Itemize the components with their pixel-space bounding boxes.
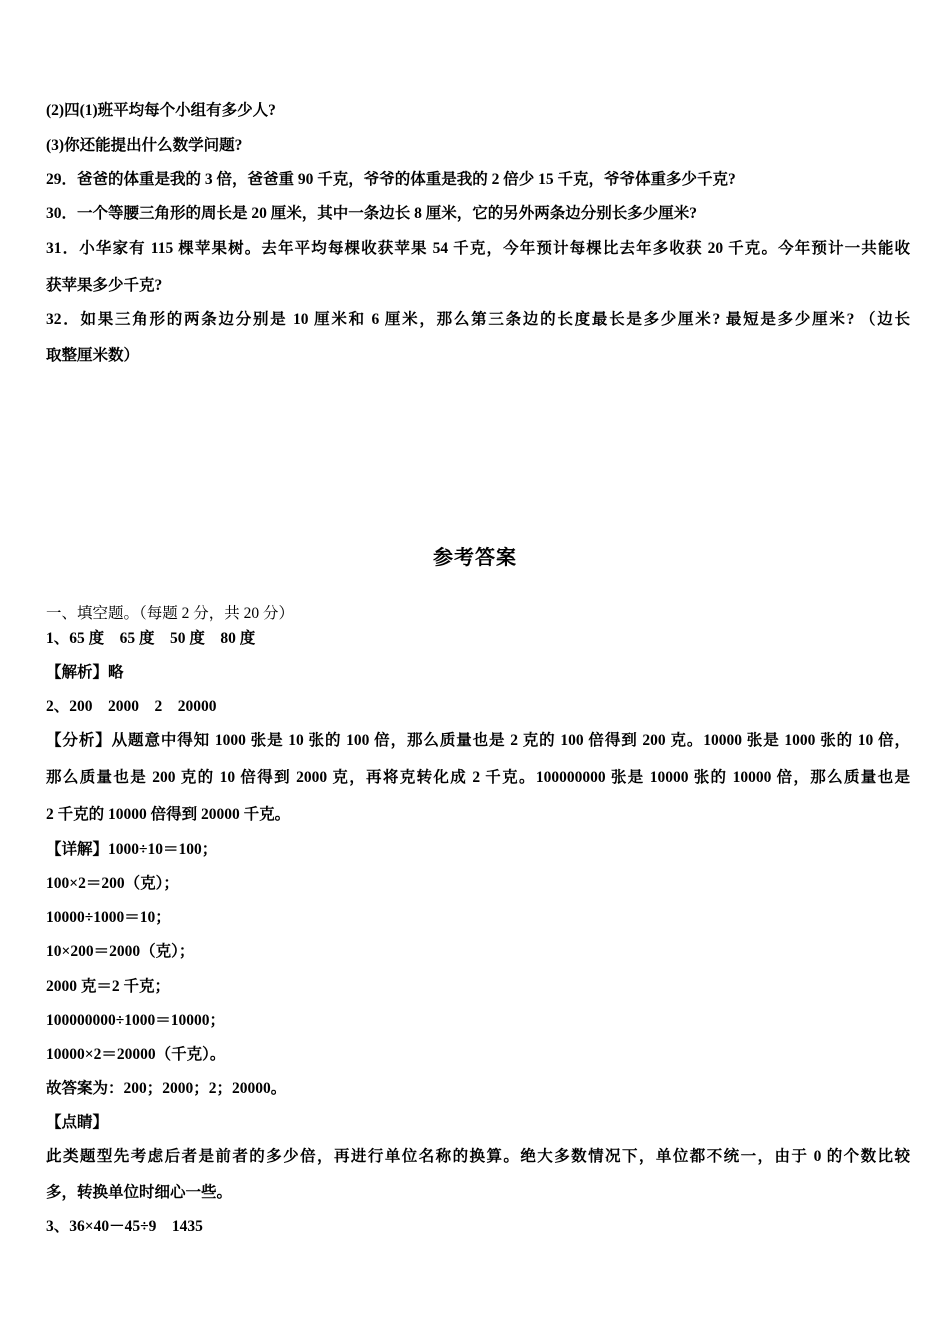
question-32-line-1: 32．如果三角形的两条边分别是 10 厘米和 6 厘米，那么第三条边的长度最长是多少厘米? 最短是多少厘米? （边长 [46, 311, 910, 328]
answer-2-tip-label: 【点睛】 [46, 1114, 109, 1131]
question-31-line-2: 获苹果多少千克? [46, 277, 163, 294]
answer-2-detail-5: 2000 克＝2 千克； [46, 978, 171, 995]
answer-2-detail-2: 100×2＝200（克）； [46, 875, 179, 892]
answer-2-analysis-line-2: 那么质量也是 200 克的 10 倍得到 2000 克，再将克转化成 2 千克。100000000 张是 10000 张的 10000 倍，那么质量也是 [46, 769, 910, 786]
answer-2-detail-3: 10000÷1000＝10； [46, 909, 171, 926]
question-32-line-2: 取整厘米数） [46, 347, 140, 364]
answer-2-conclusion: 故答案为：200；2000；2；20000。 [46, 1080, 287, 1097]
answer-2-analysis-line-1: 【分析】从题意中得知 1000 张是 10 张的 100 倍，那么质量也是 2 克的 100 倍得到 200 克。10000 张是 1000 张的 10 倍， [46, 732, 910, 749]
question-31-line-1: 31．小华家有 115 棵苹果树。去年平均每棵收获苹果 54 千克，今年预计每棵比去年多收获 20 千克。今年预计一共能收 [46, 240, 910, 257]
answer-2-detail-7: 10000×2＝20000（千克）。 [46, 1046, 226, 1063]
question-30: 30．一个等腰三角形的周长是 20 厘米，其中一条边长 8 厘米，它的另外两条边分别长多少厘米? [46, 205, 698, 222]
answer-2-detail-1: 【详解】1000÷10＝100； [46, 841, 218, 858]
answer-1: 1、65 度 65 度 50 度 80 度 [46, 630, 256, 647]
answer-1-analysis: 【解析】略 [46, 664, 124, 681]
answer-3: 3、36×40－45÷9 1435 [46, 1218, 203, 1235]
section-1-heading: 一、填空题。（每题 2 分，共 20 分） [46, 605, 295, 622]
question-part-2: (2)四(1)班平均每个小组有多少人? [46, 102, 276, 119]
answer-2-tip-line-1: 此类题型先考虑后者是前者的多少倍，再进行单位名称的换算。绝大多数情况下，单位都不统一，由于 0 的个数比较 [46, 1148, 910, 1165]
answer-2-detail-6: 100000000÷1000＝10000； [46, 1012, 226, 1029]
answer-2: 2、200 2000 2 20000 [46, 698, 217, 715]
answer-2-analysis-line-3: 2 千克的 10000 倍得到 20000 千克。 [46, 806, 291, 823]
answer-2-detail-4: 10×200＝2000（克）； [46, 943, 195, 960]
answers-title: 参考答案 [433, 545, 517, 569]
question-29: 29．爸爸的体重是我的 3 倍，爸爸重 90 千克，爷爷的体重是我的 2 倍少 15 千克，爷爷体重多少千克? [46, 171, 736, 188]
answer-2-tip-line-2: 多，转换单位时细心一些。 [46, 1184, 233, 1201]
question-part-3: (3)你还能提出什么数学问题? [46, 137, 243, 154]
